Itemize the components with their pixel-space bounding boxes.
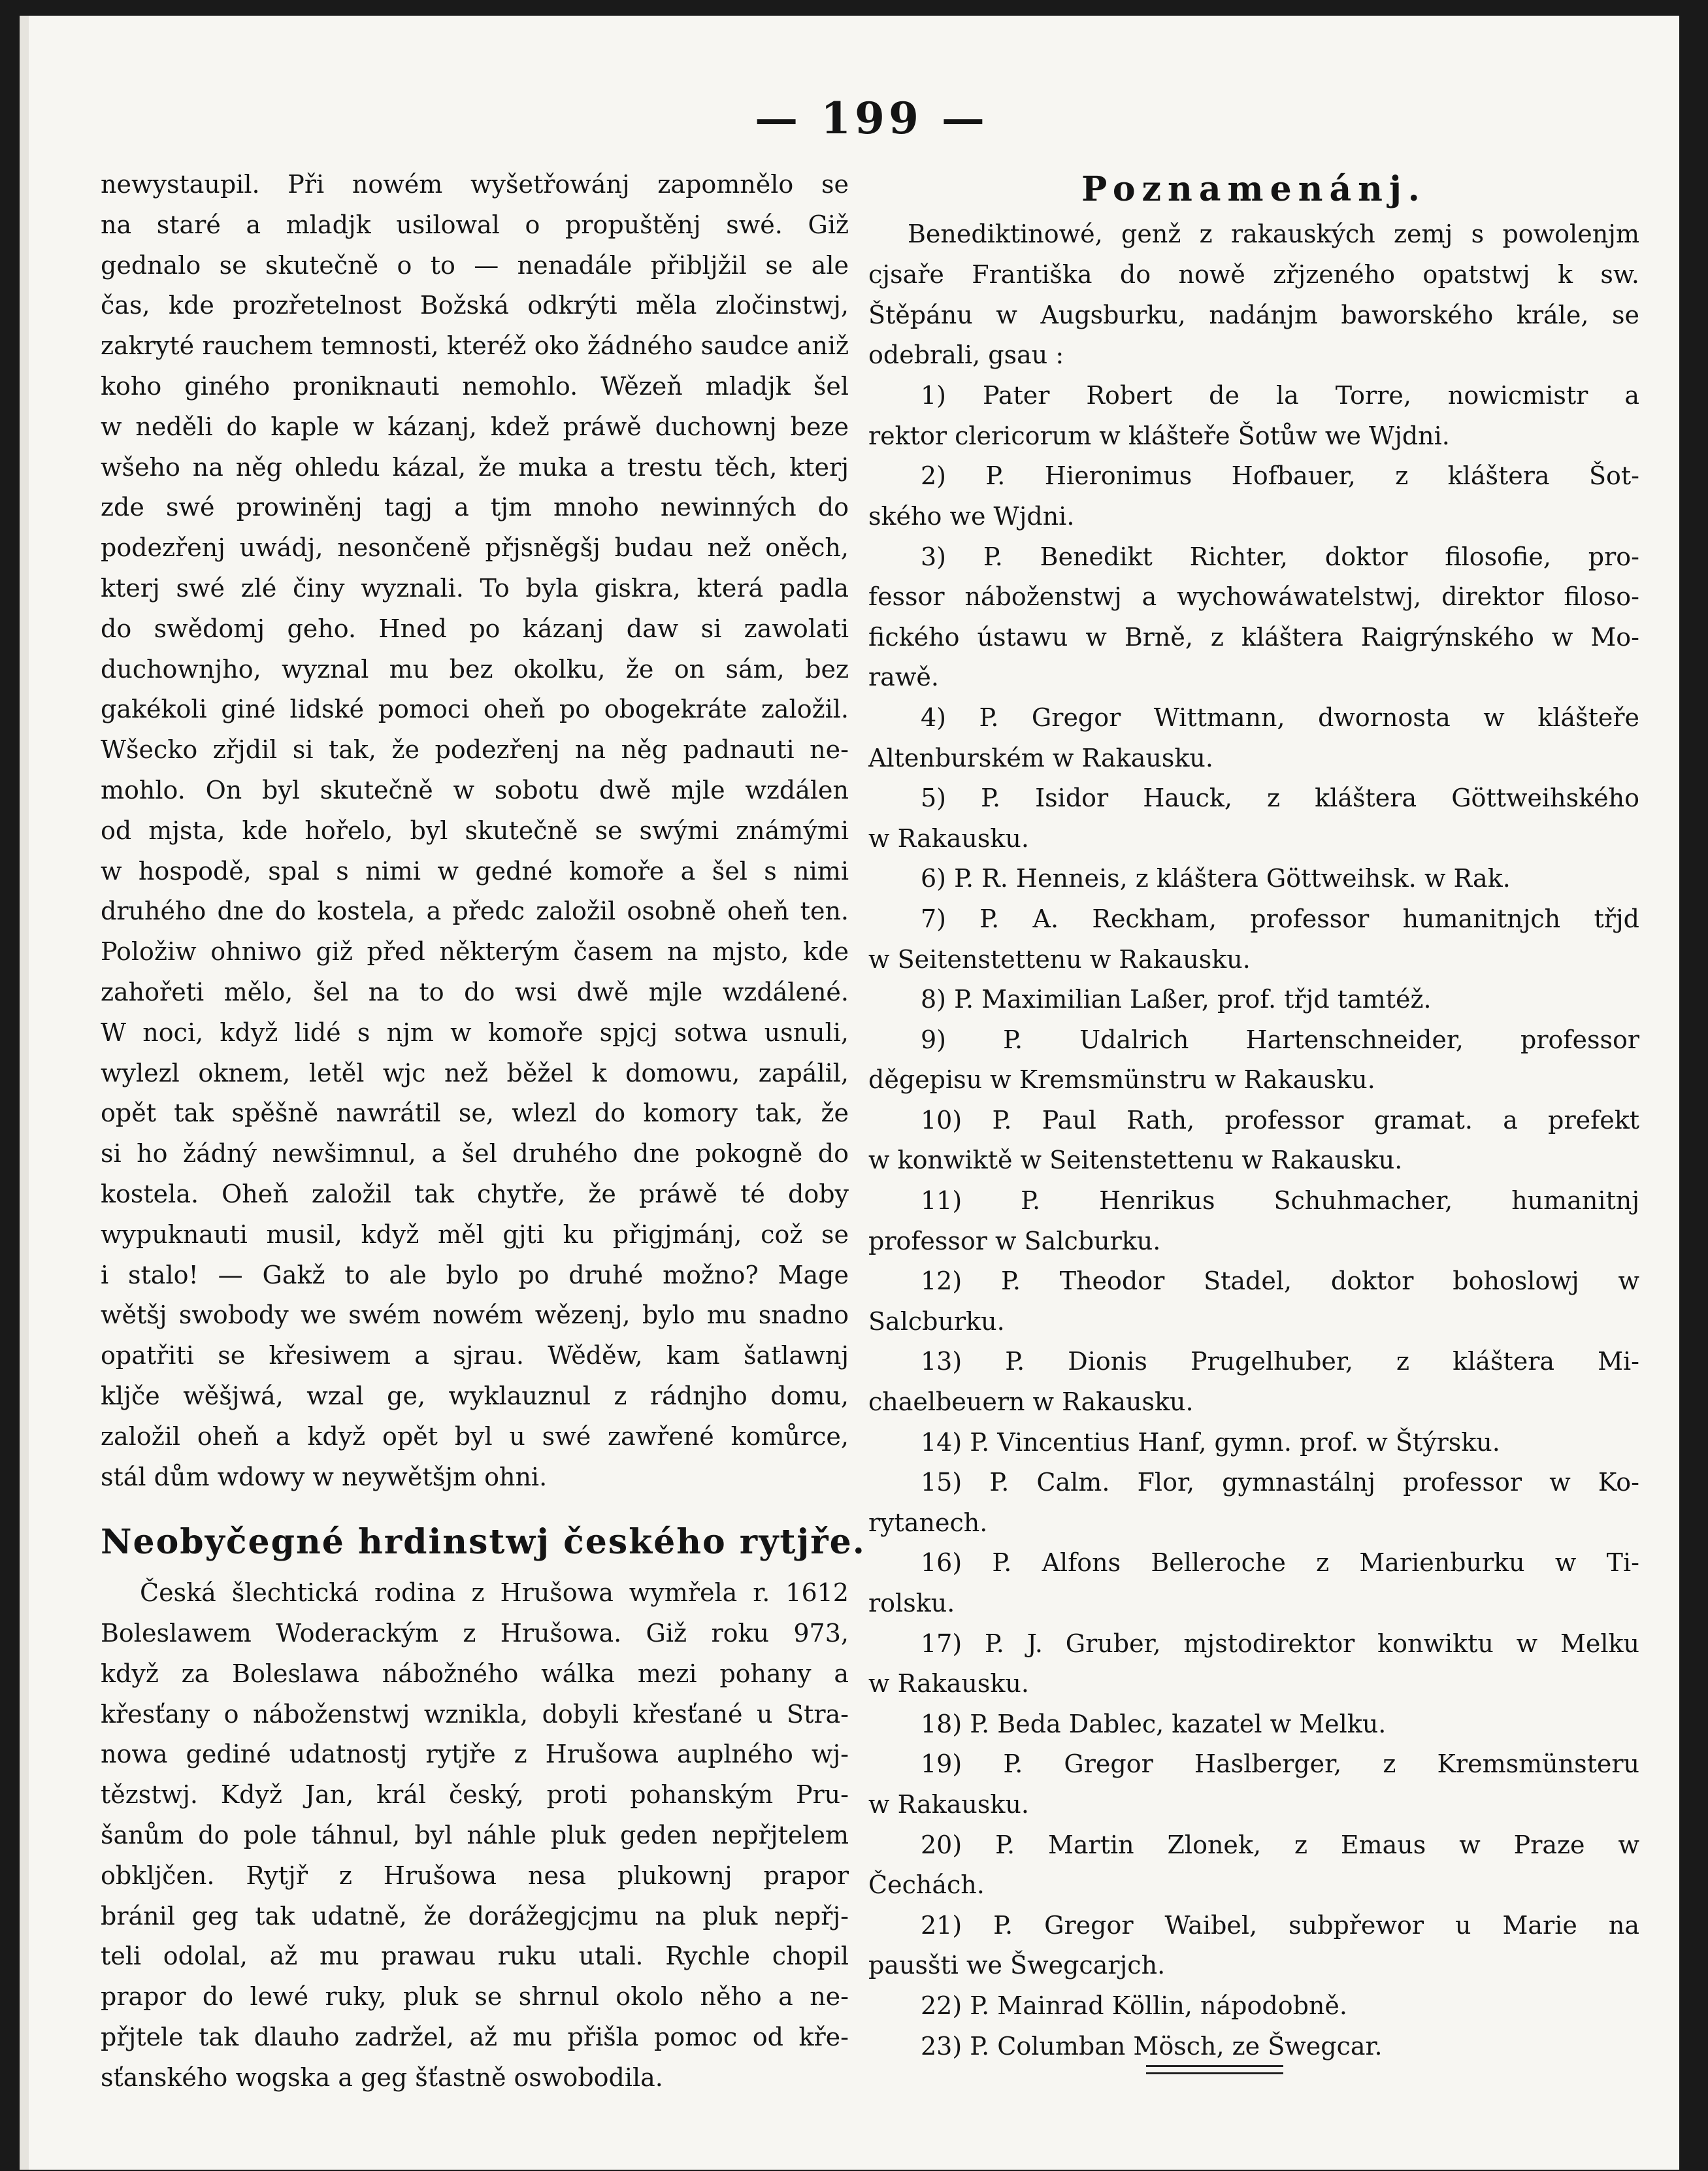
list-item (868, 899, 1639, 980)
text-line: zde swé prowiněnj tagj a tjm mnoho newinných do (101, 493, 849, 522)
text-line: i stalo! — Gakž to ale bylo po druhé možno? Mage (101, 1260, 849, 1289)
list-item-line: chaelbeuern w Rakausku. (868, 1387, 1194, 1417)
list-item (868, 1986, 1639, 2027)
list-item-line: 16) P. Alfons Belleroche z Marienburku w Ti- (921, 1548, 1639, 1578)
text-line: přjtele tak dlauho zadržel, až mu přišla pomoc od kře- (101, 2023, 849, 2052)
notes-title: Poznamenánj. (1081, 169, 1426, 209)
list-item-line: 23) P. Columban Mösch, ze Šwegcar. (921, 2031, 1383, 2061)
list-item (868, 778, 1639, 859)
text-line: bránil geg tak udatně, že dorážegjcjmu na pluk nepřj- (101, 1901, 849, 1931)
text-line: mohlo. On byl skutečně w sobotu dwě mjle wzdálen (101, 775, 849, 804)
list-item-line: děgepisu w Kremsmünstru w Rakausku. (868, 1065, 1375, 1095)
list-item-line: rolsku. (868, 1589, 955, 1617)
list-item-line: professor w Salcburku. (868, 1226, 1161, 1255)
text-line: zakryté rauchem temnosti, kteréž oko žádného saudce aniž (101, 331, 849, 361)
text-line: podezřenj uwádj, nesončeně přjsněgšj budau než oněch, (101, 533, 849, 563)
list-item-line: 19) P. Gregor Haslberger, z Kremsmünsteru (921, 1749, 1639, 1779)
list-item-line: rytanech. (868, 1508, 988, 1537)
list-item-line: w Rakausku. (868, 1789, 1029, 1819)
list-item (868, 376, 1639, 456)
text-line: W noci, když lidé s njm w komoře spjcj sotwa usnuli, (101, 1018, 849, 1047)
list-item-line: 7) P. A. Reckham, professor humanitnjch třjd (921, 904, 1639, 933)
list-item (868, 537, 1639, 698)
list-item (868, 980, 1639, 1020)
text-line: kostela. Oheň založil tak chytře, že práwě té doby (101, 1179, 849, 1208)
list-item-line: w Seitenstettenu w Rakausku. (868, 944, 1251, 974)
text-line: Benediktinowé, genž z rakauských zemj s powolenjm (908, 220, 1639, 248)
text-line: druhého dne do kostela, a předc založil osobně oheň ten. (101, 897, 849, 926)
text-line: do swědomj geho. Hned po kázanj daw si zawolati (101, 614, 849, 643)
continued-paragraph (101, 165, 849, 1497)
list-item-line: w konwiktě w Seitenstettenu w Rakausku. (868, 1146, 1403, 1175)
page-gutter (20, 16, 29, 2170)
list-item (868, 1744, 1639, 1825)
right-column (868, 165, 1639, 2066)
text-line: wylezl oknem, letěl wjc než běžel k domowu, zapálil, (101, 1058, 849, 1087)
text-line: Položiw ohniwo giž před některým časem na mjsto, kde (101, 937, 849, 967)
list-item-line: 10) P. Paul Rath, professor gramat. a prefekt (921, 1105, 1639, 1135)
list-item-line: 3) P. Benedikt Richter, doktor filosofie, pro- (921, 542, 1639, 571)
list-item-line: 15) P. Calm. Flor, gymnastálnj professor w Ko- (921, 1468, 1639, 1497)
list-item-line: 21) P. Gregor Waibel, subpřewor u Marie na (921, 1910, 1639, 1940)
list-item (868, 1423, 1639, 1463)
page-sheet (20, 16, 1679, 2170)
list-item-line: 9) P. Udalrich Hartenschneider, professor (921, 1025, 1639, 1054)
text-line: gednalo se skutečně o to — nenadále přibljžil se ale (101, 250, 849, 280)
text-line: duchownjho, wyznal mu bez okolku, že on sám, bez (101, 654, 849, 684)
list-item-line: 1) Pater Robert de la Torre, nowicmistr a (921, 381, 1639, 410)
text-line: Wšecko zřjdil si tak, že podezřenj na něg padnauti ne- (101, 735, 849, 765)
text-line: šanům do pole táhnul, byl náhle pluk geden nepřjtelem (101, 1821, 849, 1850)
text-line: na staré a mladjk usilowal o propuštěnj swé. Giž (101, 210, 849, 239)
end-rule (1146, 2065, 1283, 2074)
list-item-line: 12) P. Theodor Stadel, doktor bohoslowj w (921, 1267, 1639, 1296)
text-line: stál dům wdowy w neywětšjm ohni. (101, 1462, 548, 1491)
text-line: cjsaře Františka do nowě zřjzeného opatstwj k sw. (868, 259, 1639, 289)
text-line: odebrali, gsau : (868, 340, 1064, 370)
notes-list (868, 376, 1639, 2066)
list-item-line: w Rakausku. (868, 1669, 1029, 1699)
text-line: tězstwj. Když Jan, král český, proti pohanským Pru- (101, 1780, 849, 1810)
list-item (868, 1906, 1639, 1986)
list-item-line: 14) P. Vincentius Hanf, gymn. prof. w Štýrsku. (921, 1427, 1500, 1457)
list-item-line: rektor clericorum w klášteře Šotůw we Wjdni. (868, 421, 1450, 450)
text-line: wypuknauti musil, když měl gjti ku přigjmánj, což se (101, 1219, 849, 1249)
list-item (868, 1825, 1639, 1906)
list-item (868, 859, 1639, 899)
list-item-line: 2) P. Hieronimus Hofbauer, z kláštera Šot- (921, 461, 1639, 491)
list-item-line: 22) P. Mainrad Köllin, nápodobně. (921, 1991, 1347, 2020)
text-line: prapor do lewé ruky, pluk se shrnul okolo něho a ne- (101, 1982, 849, 2012)
text-line: kterj swé zlé činy wyznali. To byla giskra, která padla (101, 573, 849, 603)
list-item-line: Altenburském w Rakausku. (868, 743, 1213, 772)
list-item-line: w Rakausku. (868, 823, 1029, 853)
list-item-line: 8) P. Maximilian Laßer, prof. třjd tamtéž. (921, 985, 1432, 1014)
text-line: gakékoli giné lidské pomoci oheň po obogekráte založil. (101, 695, 849, 724)
text-line: koho giného proniknauti nemohlo. Wězeň mladjk šel (101, 371, 849, 401)
list-item (868, 1624, 1639, 1704)
list-item (868, 1101, 1639, 1181)
text-line: newystaupil. Při nowém wyšetřowánj zapomnělo se (101, 170, 849, 199)
list-item-line: Salcburku. (868, 1306, 1005, 1336)
text-line: obkljčen. Rytjř z Hrušowa nesa plukownj prapor (101, 1861, 849, 1890)
page (35, 16, 1679, 2170)
list-item (868, 1020, 1639, 1101)
text-line: sťanského wogska a geg šťastně oswobodila. (101, 2063, 663, 2092)
list-item-line: 17) P. J. Gruber, mjstodirektor konwiktu w Melku (921, 1629, 1639, 1658)
list-item-line: ského we Wjdni. (868, 501, 1075, 531)
text-line: w hospodě, spal s nimi w gedné komoře a šel s nimi (101, 856, 849, 886)
list-item (868, 1181, 1639, 1261)
list-item-line: 13) P. Dionis Prugelhuber, z kláštera Mi- (921, 1347, 1639, 1376)
list-item-line: fického ústawu w Brně, z kláštera Raigrýnského w Mo- (868, 622, 1639, 652)
list-item-line: 18) P. Beda Dablec, kazatel w Melku. (921, 1709, 1387, 1738)
list-item (868, 1463, 1639, 1543)
section-title: Neobyčegné hrdinstwj českého rytjře. (101, 1522, 866, 1563)
text-line: zahořeti mělo, šel na to do wsi dwě mjle wzdálené. (101, 977, 849, 1006)
text-line: kljče wěšjwá, wzal ge, wyklauznul z rádnjho domu, (101, 1381, 849, 1410)
text-line: křesťany o náboženstwj wznikla, dobyli křesťané u Stra- (101, 1699, 849, 1729)
text-line: když za Boleslawa nábožného wálka mezi pohany a (101, 1659, 849, 1688)
list-item-line: 4) P. Gregor Wittmann, dwornosta w klášteře (921, 703, 1639, 732)
section-paragraph (101, 1573, 849, 2098)
list-item-line: 6) P. R. Henneis, z kláštera Göttweihsk. w Rak. (921, 864, 1511, 893)
list-item-line: pausšti we Šwegcarjch. (868, 1951, 1166, 1980)
notes-intro (868, 214, 1639, 376)
text-line: založil oheň a když opět byl u swé zawřené komůrce, (101, 1421, 849, 1451)
text-line: Česká šlechtická rodina z Hrušowa wymřela r. 1612 (140, 1578, 849, 1608)
text-line: si ho žádný newšimnul, a šel druhého dne pokogně do (101, 1139, 849, 1168)
list-item (868, 1704, 1639, 1745)
text-line: nowa gediné udatnostj rytjře z Hrušowa auplného wj- (101, 1740, 849, 1769)
list-item (868, 1342, 1639, 1422)
text-line: Štěpánu w Augsburku, nadánjm baworského krále, se (868, 300, 1639, 329)
list-item-line: rawě. (868, 663, 939, 692)
text-line: Boleslawem Woderackým z Hrušowa. Giž roku 973, (101, 1619, 849, 1648)
list-item (868, 456, 1639, 537)
text-line: opět tak spěšně nawrátil se, wlezl do komory tak, že (101, 1099, 849, 1128)
text-line: od mjsta, kde hořelo, byl skutečně se swými známými (101, 816, 849, 845)
text-line: opatřiti se křesiwem a sjrau. Wěděw, kam šatlawnj (101, 1341, 849, 1370)
list-item (868, 698, 1639, 778)
text-line: teli odolal, až mu prawau ruku utali. Rychle chopil (101, 1942, 849, 1971)
text-line: čas, kde prozřetelnost Božská odkrýti měla zločinstwj, (101, 291, 849, 320)
list-item-line: Čechách. (868, 1870, 985, 1900)
list-item-line: 20) P. Martin Zlonek, z Emaus w Praze w (921, 1830, 1639, 1859)
list-item (868, 1261, 1639, 1342)
text-line: w neděli do kaple w kázanj, kdež práwě duchownj beze (101, 412, 849, 441)
list-item-line: fessor náboženstwj a wychowáwatelstwj, direktor filoso- (868, 582, 1639, 612)
page-number: — 199 — (755, 93, 989, 144)
text-line: wšeho na něg ohledu kázal, že muka a trestu těch, kterj (101, 452, 849, 482)
left-column (101, 165, 866, 2098)
list-item (868, 1543, 1639, 1623)
list-item-line: 5) P. Isidor Hauck, z kláštera Göttweihského (921, 784, 1639, 813)
list-item-line: 11) P. Henrikus Schuhmacher, humanitnj (921, 1186, 1639, 1216)
text-line: wětšj swobody we swém nowém wězenj, bylo mu snadno (101, 1301, 849, 1330)
list-item (868, 2027, 1639, 2067)
